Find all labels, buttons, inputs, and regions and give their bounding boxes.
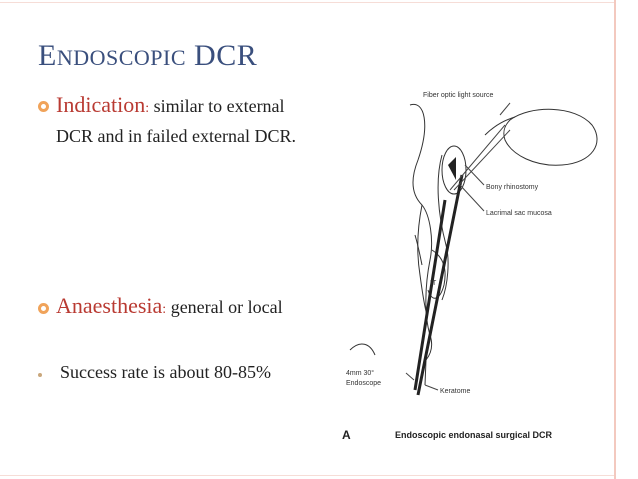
title-initial: E (38, 39, 57, 72)
cutting-arrow-icon (448, 157, 456, 180)
fiber-label-leader (500, 103, 510, 115)
title-smallcaps: NDOSCOPIC (56, 45, 187, 70)
indication-heading: Indication (56, 92, 146, 117)
anaesthesia-colon: : (162, 302, 167, 317)
endoscope-label-leader (406, 373, 414, 380)
caption-letter: A (342, 428, 351, 442)
eye-outline (504, 109, 597, 165)
slide-border-top (0, 2, 614, 3)
success-bullet-icon (38, 373, 42, 377)
slide-border-right (614, 0, 616, 479)
anaesthesia-heading: Anaesthesia (56, 293, 163, 318)
anaesthesia-bullet-icon (38, 303, 49, 314)
indication-line2 (56, 126, 296, 147)
indication-line1 (56, 92, 285, 118)
slide-border-bottom (0, 475, 614, 476)
palate-curve (350, 344, 375, 355)
indication-colon: : (145, 101, 150, 116)
success-line (60, 362, 271, 383)
endoscope-label-1: 4mm 30° (346, 370, 375, 377)
success-text: Success rate is about 80-85% (60, 362, 271, 382)
fiber-label: Fiber optic light source (423, 92, 494, 99)
endoscopic-dcr-illustration (330, 85, 610, 450)
it-label: IT (430, 280, 437, 287)
fiber-cable-2 (454, 130, 510, 190)
title-end: DCR (186, 39, 258, 72)
slide-title (38, 39, 257, 73)
lacrimal-label: Lacrimal sac mucosa (486, 210, 552, 217)
anaesthesia-line (56, 293, 283, 319)
bony-label: Bony rhinostomy (486, 184, 539, 191)
indication-text-1: similar to external (149, 96, 285, 116)
lacrimal-label-leader (460, 185, 484, 211)
keratome-label: Keratome (440, 388, 471, 395)
fiber-cable-1 (450, 125, 505, 190)
keratome-label-leader (425, 385, 438, 390)
indication-bullet-icon (38, 101, 49, 112)
anaesthesia-text: general or local (166, 297, 283, 317)
indication-text-2: DCR and in failed external DCR. (56, 126, 296, 146)
figure-caption: Endoscopic endonasal surgical DCR (395, 430, 553, 440)
endoscope-label-2: Endoscope (346, 380, 382, 387)
